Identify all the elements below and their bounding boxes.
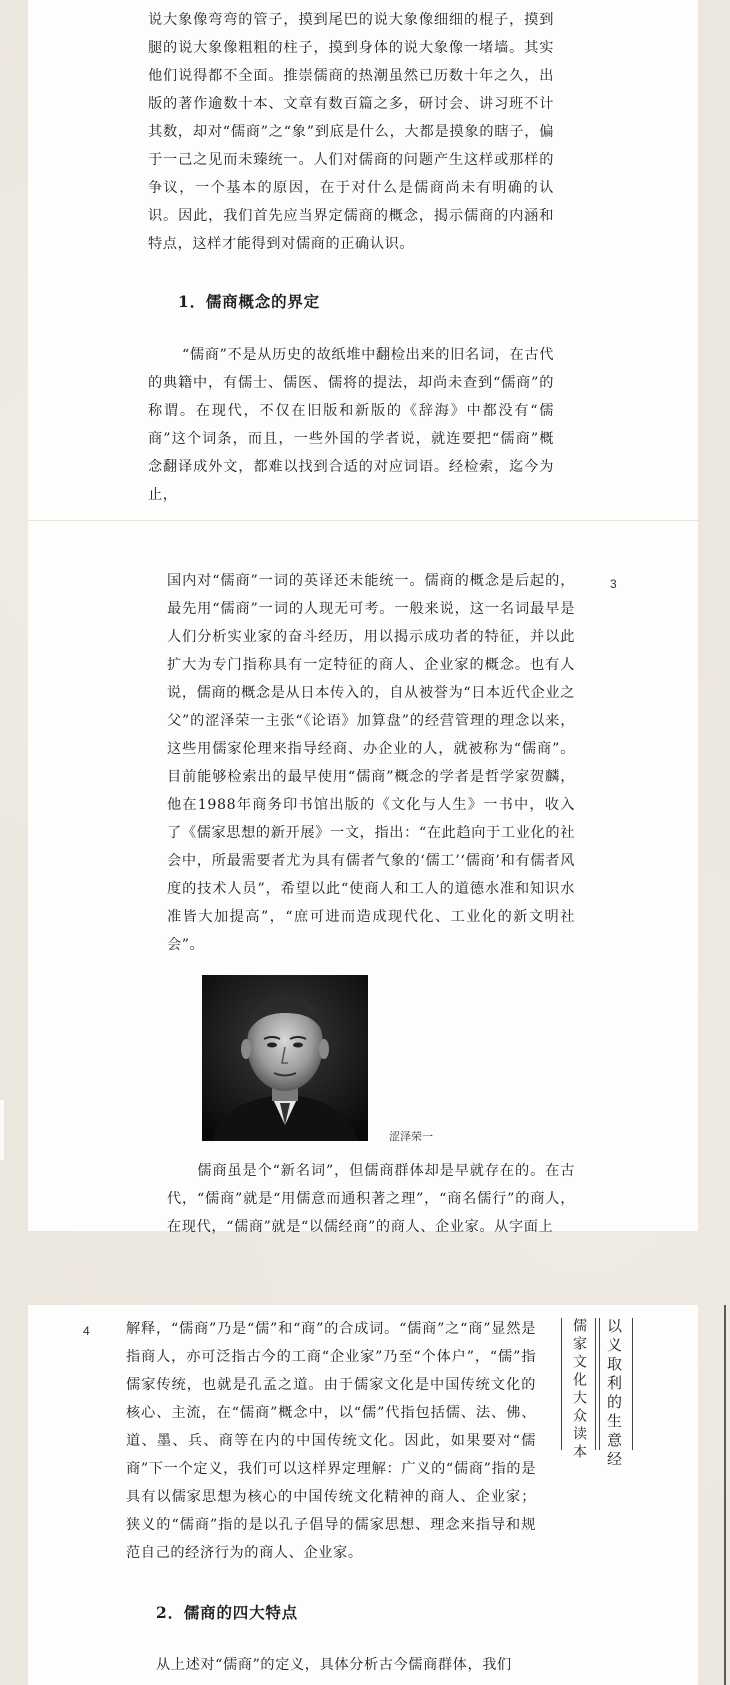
- paragraph-continued: 说大象像弯弯的管子，摸到尾巴的说大象像细细的棍子，摸到腿的说大象像粗粗的柱子，摸到身体的说大象像一堵墙。其实他们说得都不全面。推崇儒商的热潮虽然已历数十年之久，出版的著作逾数十本、文章有数百篇之多，研讨会、讲习班不计其数，却对“儒商”之“象”到底是什么，大都是摸象的瞎子，偏于一己之见而未臻统一。人们对儒商的问题产生这样或那样的争议，一个基本的原因，在于对什么是儒商尚未有明确的认识。因此，我们首先应当界定儒商的概念，揭示儒商的内涵和特点，这样才能得到对儒商的正确认识。: [148, 12, 554, 252]
- portrait-photo: [202, 975, 368, 1141]
- paragraph-intro-text: “儒商”不是从历史的故纸堆中翻检出来的旧名词，在古代的典籍中，有儒士、儒医、儒将的提法，却尚未查到“儒商”的称谓。在现代，不仅在旧版和新版的《辞海》中都没有“儒商”这个词条，而且，一些外国的学者说，就连要把“儒商”概念翻译成外文，都难以找到合适的对应词语。经检索，迄今为止，: [148, 347, 554, 503]
- paragraph-continued: 国内对“儒商”一词的英译还未能统一。儒商的概念是后起的，最先用“儒商”一词的人现无可考。一般来说，这一名词最早是人们分析实业家的奋斗经历，用以揭示成功者的特征，并以此扩大为专门指称具有一定特征的商人、企业家的概念。也有人说，儒商的概念是从日本传入的，自从被誉为“日本近代企业之父”的涩泽荣一主张“《论语》加算盘”的经营管理的理念以来，这些用儒家伦理来指导经商、办企业的人，就被称为“儒商”。目前能够检索出的最早使用“儒商”概念的学者是哲学家贺麟，他在1988年商务印书馆出版的《文化与人生》一书中，收入了《儒家思想的新开展》一文，指出：“在此趋向于工业化的社会中，所最需要者尤为具有儒者气象的‘儒工’‘儒商’和有儒者风度的技术人员”，希望以此“使商人和工人的道德水准和知识水准皆大加提高”，“庶可进而造成现代化、工业化的新文明社会”。: [167, 573, 575, 953]
- paragraph-next-text: 从上述对“儒商”的定义，具体分析古今儒商群体，我们: [156, 1657, 512, 1673]
- page-number: 4: [83, 1324, 90, 1338]
- series-title-vertical: 儒家文化大众读本: [571, 1318, 587, 1462]
- side-rule-right: [632, 1318, 633, 1450]
- paragraph-after-photo: [167, 1157, 575, 1241]
- portrait-image: [202, 975, 368, 1141]
- photo-caption: 涩泽荣一: [389, 1130, 433, 1143]
- paragraph-continued: 解释，“儒商”乃是“儒”和“商”的合成词。“儒商”之“商”显然是指商人，亦可泛指古今的工商“企业家”乃至“个体户”，“儒”指儒家传统，也就是孔孟之道。由于儒家文化是中国传统文化的核心、主流，在“儒商”概念中，以“儒”代指包括儒、法、佛、道、墨、兵、商等在内的中国传统文化。因此，如果要对“儒商”下一个定义，我们可以这样界定理解：广义的“儒商”指的是具有以儒家思想为核心的中国传统文化精神的商人、企业家；狭义的“儒商”指的是以孔子倡导的儒家思想、理念来指导和规范自己的经济行为的商人、企业家。: [126, 1321, 536, 1561]
- book-title-vertical: 以义取利的生意经: [605, 1318, 623, 1470]
- paragraph-intro: [148, 341, 554, 509]
- paragraph-after-photo-text: 儒商虽是个“新名词”，但儒商群体却是早就存在的。在古代，“儒商”就是“用儒意而通积著之理”，“商名儒行”的商人，在现代，“儒商”就是“以儒经商”的商人、企业家。从字面上: [167, 1163, 575, 1235]
- scan-artifact: [0, 1100, 4, 1160]
- section-heading-definition: 1．儒商概念的界定: [178, 292, 320, 311]
- side-rule-middle: [595, 1318, 596, 1450]
- side-rule-middle-2: [599, 1318, 600, 1450]
- section-heading-features: 2．儒商的四大特点: [156, 1603, 298, 1622]
- page-edge-line: [724, 1305, 726, 1685]
- page-number: 3: [610, 577, 617, 591]
- side-rule-left: [561, 1318, 562, 1450]
- paragraph-next: [126, 1651, 536, 1679]
